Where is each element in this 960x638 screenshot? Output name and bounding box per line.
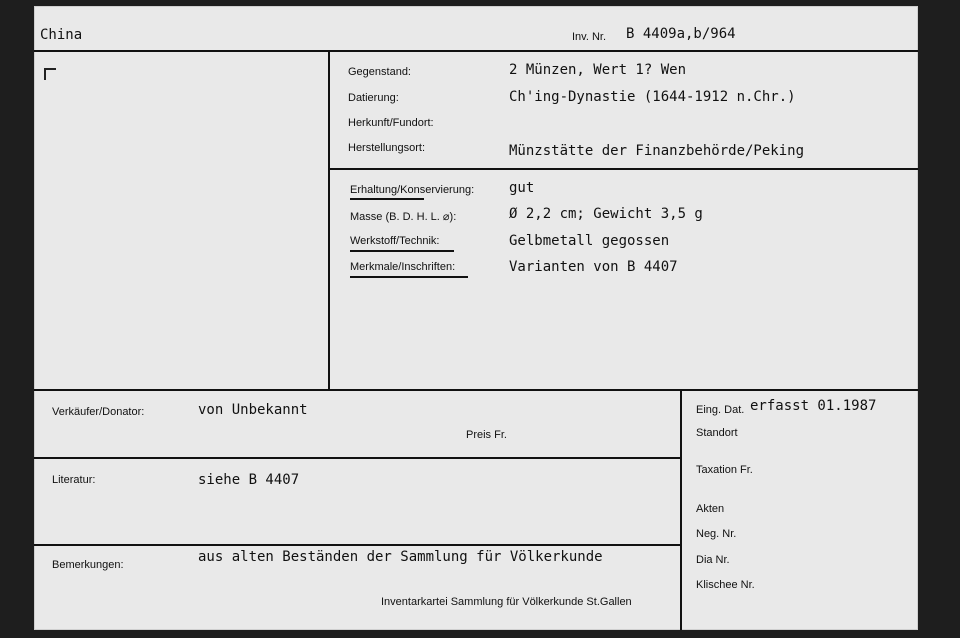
object-label: Gegenstand: [348, 66, 411, 78]
inv-number-label: Inv. Nr. [572, 31, 607, 43]
manufacture-place-label: Herstellungsort: [348, 142, 426, 154]
entry-date-value: erfasst 01.1987 [750, 398, 877, 414]
features-underline [350, 276, 468, 278]
header-divider [34, 50, 918, 52]
condition-value: gut [509, 180, 535, 196]
manufacture-place-value: Münzstätte der Finanzbehörde/Peking [509, 143, 805, 159]
footer-text: Inventarkartei Sammlung für Völkerkunde St.Gallen [381, 596, 632, 608]
cliche-number-label: Klischee Nr. [696, 579, 755, 591]
material-value: Gelbmetall gegossen [509, 233, 670, 249]
literature-value: siehe B 4407 [198, 472, 300, 488]
features-label: Merkmale/Inschriften: [350, 261, 456, 273]
remarks-label: Bemerkungen: [52, 559, 124, 571]
corner-mark-vertical [44, 68, 46, 80]
dating-label: Datierung: [348, 92, 399, 104]
lower-section-divider [34, 389, 918, 391]
entry-date-label: Eing. Dat. [696, 404, 745, 416]
valuation-label: Taxation Fr. [696, 464, 753, 476]
slide-number-label: Dia Nr. [696, 554, 730, 566]
literature-label: Literatur: [52, 474, 96, 486]
region-title: China [40, 27, 83, 43]
negative-number-label: Neg. Nr. [696, 528, 737, 540]
material-label: Werkstoff/Technik: [350, 235, 440, 247]
location-label: Standort [696, 427, 738, 439]
dating-value: Ch'ing-Dynastie (1644-1912 n.Chr.) [509, 89, 796, 105]
inventory-card [34, 6, 918, 630]
seller-label: Verkäufer/Donator: [52, 406, 145, 418]
dimensions-value: Ø 2,2 cm; Gewicht 3,5 g [509, 206, 703, 222]
files-label: Akten [696, 503, 725, 515]
literature-divider [34, 544, 680, 546]
seller-divider [34, 457, 680, 459]
origin-label: Herkunft/Fundort: [348, 117, 434, 129]
upper-column-divider [328, 50, 330, 390]
material-underline [350, 250, 454, 252]
upper-section-divider [328, 168, 918, 170]
remarks-value: aus alten Beständen der Sammlung für Völkerkunde [198, 549, 603, 565]
right-column-divider [680, 389, 682, 630]
features-value: Varianten von B 4407 [509, 259, 678, 275]
object-value: 2 Münzen, Wert 1? Wen [509, 62, 687, 78]
dimensions-label: Masse (B. D. H. L. ⌀): [350, 211, 457, 223]
seller-value: von Unbekannt [198, 402, 308, 418]
price-label: Preis Fr. [466, 429, 507, 441]
condition-underline [350, 198, 424, 200]
corner-mark-horizontal [44, 68, 56, 70]
condition-label: Erhaltung/Konservierung: [350, 184, 475, 196]
inv-number-value: B 4409a,b/964 [626, 26, 736, 42]
